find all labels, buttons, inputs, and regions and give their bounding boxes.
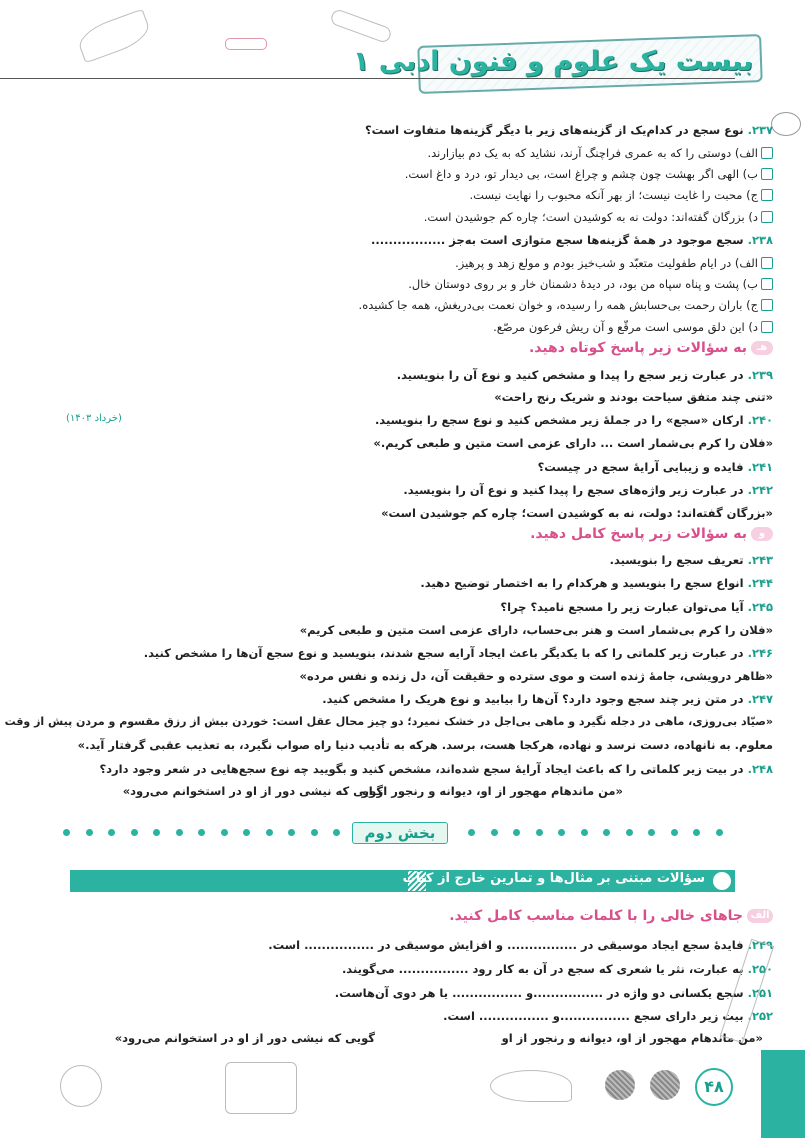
divider-dot — [648, 829, 655, 836]
question-238: ۲۳۸. سجع موجود در همهٔ گزینه‌ها سجع متوازی است به‌جز ................. — [371, 233, 773, 247]
verse-1-right: «من ماندهام مهجور از او، دیوانه و رنجور از او — [361, 784, 623, 798]
subject-title: سؤالات مبتنی بر مثال‌ها و تمارین خارج از کتاب — [402, 871, 705, 886]
divider-dot — [581, 829, 588, 836]
divider-dot — [536, 829, 543, 836]
candy-doodle-icon — [225, 38, 267, 50]
question-244: ۲۴۴. انواع سجع را بنویسید و هرکدام را به اختصار توضیح دهید. — [420, 576, 773, 590]
quote-245: «فلان را کرم بی‌شمار است و هنر بی‌حساب، دارای عزمی است متین و طبعی کریم» — [299, 623, 773, 637]
bird-doodle-icon — [490, 1070, 572, 1102]
question-241: ۲۴۱. فایده و زیبایی آرایهٔ سجع در چیست؟ — [537, 460, 773, 474]
question-246: ۲۴۶. در عبارت زیر کلماتی را که با یکدیگر باعث ایجاد آرایه سجع شدند، بنویسید و نوع سجع آن‌ها را مشخص کنید. — [143, 646, 773, 660]
question-243: ۲۴۳. تعریف سجع را بنویسید. — [609, 553, 773, 567]
quote-247-line1: «صیّاد بی‌روزی، ماهی در دجله نگیرد و ماهی بی‌اجل در خشک نمیرد؛ دو چیز محال عقل است: خوردن بیش از رزق مقسوم و مردن پیش از وقت — [4, 715, 773, 728]
option-238-d[interactable]: د) این دلق موسی است مرقّع و آن ریش فرعون مرصّع. — [493, 319, 773, 335]
key-doodle-icon — [329, 8, 393, 44]
divider-dot — [491, 829, 498, 836]
divider-dot — [198, 829, 205, 836]
question-247: ۲۴۷. در متن زیر چند سجع وجود دارد؟ آن‌ها را بیابید و نوع هریک را مشخص کنید. — [322, 692, 773, 706]
question-239: ۲۳۹. در عبارت زیر سجع را پیدا و مشخص کنید و نوع آن را بنویسید. — [396, 368, 773, 382]
checkbox[interactable] — [761, 278, 773, 290]
checkbox[interactable] — [761, 299, 773, 311]
header-rule — [0, 78, 735, 79]
question-249: ۲۴۹. فایدهٔ سجع ایجاد موسیقی در ................ و افزایش موسیقی در ................ است. — [268, 938, 773, 952]
divider-dot — [626, 829, 633, 836]
option-237-c[interactable]: ج) محبت را غایت نیست؛ از بهر آنکه محبوب را نهایت نیست. — [469, 187, 773, 203]
question-251: ۲۵۱. سجع یکسانی دو واژه در ................و ................ یا هر دوی آن‌هاست. — [334, 986, 773, 1000]
divider-dot — [603, 829, 610, 836]
divider-dot — [716, 829, 723, 836]
question-252: ۲۵۲. بیت زیر دارای سجع ................و ................ است. — [443, 1009, 773, 1023]
option-238-c[interactable]: ج) باران رحمت بی‌حسابش همه را رسیده، و خوان نعمت بی‌دریغش، همه جا کشیده. — [359, 297, 773, 313]
quote-242: «بزرگان گفته‌اند: دولت، نه به کوشیدن است؛ چاره کم جوشیدن است» — [381, 506, 773, 520]
verse-2-right: «من ماندهام مهجور از او، دیوانه و رنجور از او — [501, 1031, 763, 1045]
gray-circle-decoration — [605, 1070, 635, 1100]
speech-bubble-icon — [771, 112, 801, 136]
divider-dot — [63, 829, 70, 836]
question-242: ۲۴۲. در عبارت زیر واژه‌های سجع را پیدا کنید و نوع آن را بنویسید. — [403, 483, 773, 497]
checkbox[interactable] — [761, 211, 773, 223]
flower-doodle-icon — [60, 1065, 102, 1107]
divider-dot — [468, 829, 475, 836]
question-250: ۲۵۰. به عبارت، نثر یا شعری که سجع در آن به کار رود ................ می‌گویند. — [341, 962, 773, 976]
option-238-b[interactable]: ب) پشت و پناه سپاه من بود، در دیدهٔ دشمنان خار و بر روی دوستان خال. — [408, 276, 773, 292]
option-237-a[interactable]: الف) دوستی را که به عمری فراچنگ آرند، نشاید که به یک دم بیازارند. — [427, 145, 773, 161]
divider-dot — [131, 829, 138, 836]
divider-dot — [693, 829, 700, 836]
verse-1-left: گویی که نیشی دور از او در استخوانم می‌رود» — [122, 784, 383, 798]
divider-dot — [333, 829, 340, 836]
divider-dot — [153, 829, 160, 836]
quote-246: «ظاهر درویشی، جامهٔ ژنده است و موی سترده و حقیقت آن، دل زنده و نفس مرده» — [299, 669, 773, 683]
page-number: ۴۸ — [695, 1068, 733, 1106]
quote-239: «تنی چند متفق سیاحت بودند و شریک رنج راحت» — [494, 390, 773, 404]
exam-date-note: (خرداد ۱۴۰۳) — [66, 413, 122, 424]
divider-dot — [243, 829, 250, 836]
book-title: بیست یک علوم و فنون ادبی ۱ — [352, 46, 753, 77]
question-248: ۲۴۸. در بیت زیر کلماتی را که باعث ایجاد آرایهٔ سجع شده‌اند، مشخص کنید و بگویید چه نوع سجع‌هایی در شعر وجود دارد؟ — [99, 762, 773, 776]
divider-dot — [221, 829, 228, 836]
page-corner-tab — [761, 1050, 805, 1138]
option-237-d[interactable]: د) بزرگان گفته‌اند: دولت نه به کوشیدن است؛ چاره کم جوشیدن است. — [424, 209, 773, 225]
quote-247-line2: معلوم. به نانهاده، دست نرسد و نهاده، هرکجا هست، برسد. هرکه به تأدیب دنیا راه صواب نگیرد، به تعذیب عقبی گرفتار آید.» — [77, 738, 773, 752]
section-badge: الف — [747, 909, 773, 923]
stopwatch-icon — [713, 872, 731, 890]
section-badge: و — [751, 527, 773, 541]
divider-dot — [311, 829, 318, 836]
option-238-a[interactable]: الف) در ایام طفولیت متعبّد و شب‌خیز بودم و مولع زهد و پرهیز. — [455, 255, 773, 271]
option-237-b[interactable]: ب) الهی اگر بهشت چون چشم و چراغ است، بی دیدار تو، درد و داغ است. — [405, 166, 773, 182]
box-doodle-icon — [225, 1062, 297, 1114]
question-237: ۲۳۷. نوع سجع در کدام‌یک از گزینه‌های زیر با دیگر گزینه‌ها متفاوت است؟ — [365, 123, 773, 137]
divider-dot — [108, 829, 115, 836]
divider-dot — [288, 829, 295, 836]
question-240: ۲۴۰. ارکان «سجع» را در جملهٔ زیر مشخص کنید و نوع سجع را بنویسید. — [374, 413, 773, 427]
divider-dot — [86, 829, 93, 836]
section-heading-h: هـبه سؤالات زیر پاسخ کوتاه دهید. — [529, 340, 773, 356]
feather-doodle-icon — [75, 9, 154, 64]
divider-dot — [513, 829, 520, 836]
checkbox[interactable] — [761, 321, 773, 333]
gray-circle-decoration — [650, 1070, 680, 1100]
checkbox[interactable] — [761, 147, 773, 159]
section-heading-alef: الفجاهای خالی را با کلمات مناسب کامل کنید. — [449, 908, 773, 924]
divider-dot — [671, 829, 678, 836]
checkbox[interactable] — [761, 257, 773, 269]
section-heading-v: وبه سؤالات زیر پاسخ کامل دهید. — [530, 526, 773, 542]
divider-dot — [558, 829, 565, 836]
checkbox[interactable] — [761, 189, 773, 201]
question-245: ۲۴۵. آیا می‌توان عبارت زیر را مسجع نامید؟ چرا؟ — [500, 600, 773, 614]
checkbox[interactable] — [761, 168, 773, 180]
divider-dot — [266, 829, 273, 836]
verse-2-left: گویی که نیشی دور از او در استخوانم می‌رود» — [114, 1031, 375, 1045]
section-badge: هـ — [751, 341, 773, 355]
divider-dot — [176, 829, 183, 836]
part-label: بخش دوم — [352, 822, 448, 844]
quote-240: «فلان را کرم بی‌شمار است ... دارای عزمی است متین و طبعی کریم.» — [373, 436, 773, 450]
